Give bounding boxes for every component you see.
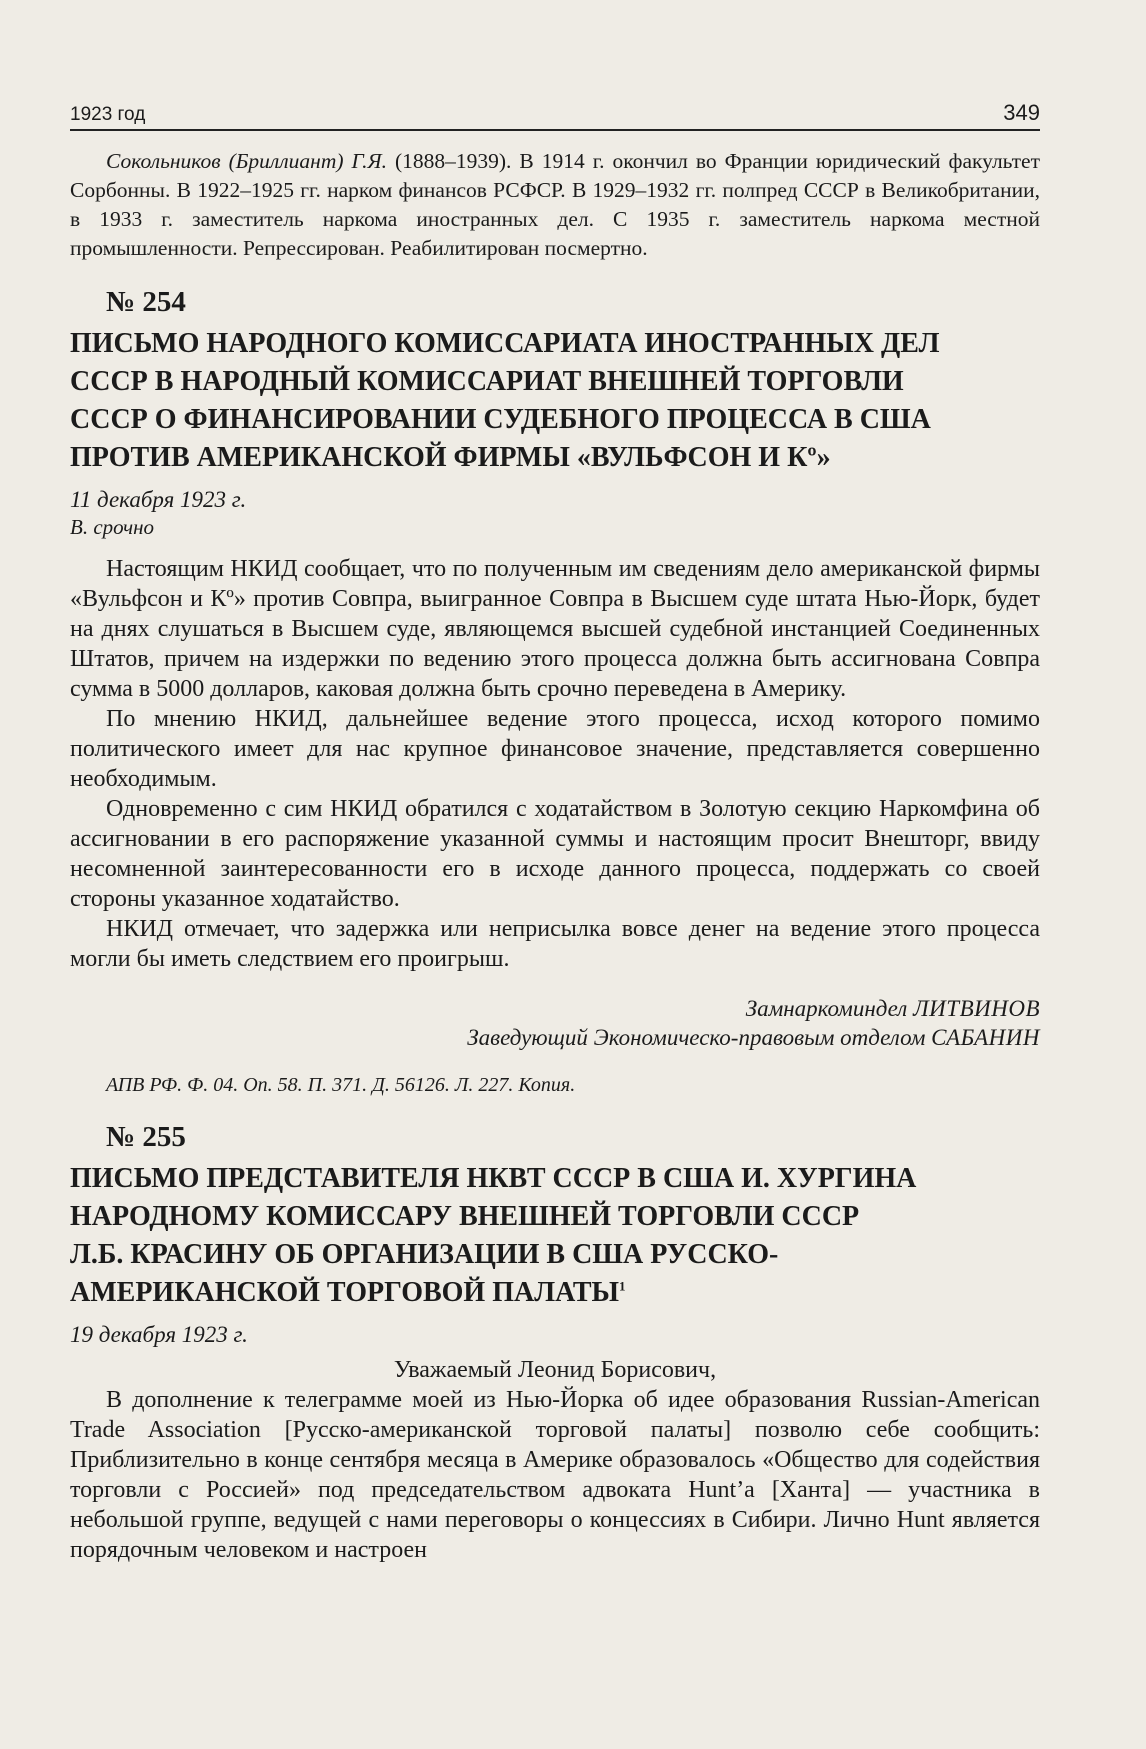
doc-254-paragraph: НКИД отмечает, что задержка или неприсылка вовсе денег на ведение этого процесса могли бы иметь следствием его проигрыш. <box>70 916 1040 972</box>
doc-255-title-text: АМЕРИКАНСКОЙ ТОРГОВОЙ ПАЛАТЫ <box>70 1277 620 1308</box>
page-number: 349 <box>1003 100 1040 125</box>
footnote-marker: 1 <box>619 1278 626 1294</box>
signature-sabanin <box>70 1023 1040 1052</box>
doc-255-title <box>70 1160 1040 1312</box>
doc-255-title-line: НАРОДНОМУ КОМИССАРУ ВНЕШНЕЙ ТОРГОВЛИ СССР <box>70 1201 860 1232</box>
signature-surname: САБАНИН <box>931 1025 1040 1050</box>
signature-position: Заведующий Экономическо-правовым отделом <box>467 1025 926 1050</box>
doc-254-title <box>70 325 1040 477</box>
doc-255-date: 19 декабря 1923 г. <box>70 1322 248 1347</box>
doc-254-paragraph: Одновременно с сим НКИД обратился с ходатайством в Золотую секцию Наркомфина об ассигновании в его распоряжение указанной суммы и настоящим просит Внешторг, ввиду несомненной заинтересованности его в исходе данного процесса, поддержать со своей стороны указанное ходатайство. <box>70 796 1040 912</box>
archive-reference: АПВ РФ. Ф. 04. Оп. 58. П. 371. Д. 56126. Л. 227. Копия. <box>106 1074 576 1096</box>
doc-254-paragraph: По мнению НКИД, дальнейшее ведение этого процесса, исход которого помимо политического имеет для нас крупное финансовое значение, представляется совершенно необходимым. <box>70 706 1040 792</box>
doc-255-paragraph: В дополнение к телеграмме моей из Нью-Йорка об идее образования Russian-American Trade Association [Русско-американской торговой палаты] позволю себе сообщить: Приблизительно в конце сентября месяца в Америке образовалось «Общество для содействия торговли с Россией» под председательством адвоката Hunt’а [Ханта] — участника в небольшой группе, ведущей с нами переговоры о концессиях в Сибири. Лично Hunt является порядочным человеком и настроен <box>70 1387 1040 1563</box>
biographical-note <box>70 147 1040 263</box>
signature-litvinov <box>70 994 1040 1023</box>
doc-255-number: № 255 <box>106 1121 186 1153</box>
doc-255-title-line: Л.Б. КРАСИНУ ОБ ОРГАНИЗАЦИИ В США РУССКО- <box>70 1239 779 1270</box>
doc-254-title-line: СССР В НАРОДНЫЙ КОМИССАРИАТ ВНЕШНЕЙ ТОРГОВЛИ <box>70 366 904 397</box>
doc-254-urgency: В. срочно <box>70 515 155 539</box>
doc-254-title-line: ПРОТИВ АМЕРИКАНСКОЙ ФИРМЫ «ВУЛЬФСОН И Кº» <box>70 442 831 473</box>
doc-254-title-line: СССР О ФИНАНСИРОВАНИИ СУДЕБНОГО ПРОЦЕССА В США <box>70 404 931 435</box>
running-header <box>70 100 1040 131</box>
signature-surname: ЛИТВИНОВ <box>913 996 1040 1021</box>
page-content <box>70 100 1040 1565</box>
header-year: 1923 год <box>70 104 146 125</box>
doc-255-title-line <box>70 1274 1040 1312</box>
doc-254-paragraph: Настоящим НКИД сообщает, что по полученным им сведениям дело американской фирмы «Вульфсон и Кº» против Совпра, выигранное Совпра в Высшем суде штата Нью-Йорк, будет на днях слушаться в Высшем суде, являющемся высшей судебной инстанцией Соединенных Штатов, причем на издержки по ведению этого процесса должна быть ассигнована Совпра сумма в 5000 долларов, каковая должна быть срочно переведена в Америку. <box>70 556 1040 702</box>
bio-text: (1888–1939). В 1914 г. окончил во Франции юридический факультет Сорбонны. В 1922–1925 гг. нарком финансов РСФСР. В 1929–1932 гг. полпред СССР в Великобритании, в 1933 г. заместитель наркома иностранных дел. С 1935 г. заместитель наркома местной промышленности. Репрессирован. Реабилитирован посмертно. <box>70 149 1040 260</box>
doc-255-title-line: ПИСЬМО ПРЕДСТАВИТЕЛЯ НКВТ СССР В США И. ХУРГИНА <box>70 1163 917 1194</box>
signature-position: Замнаркоминдел <box>745 996 908 1021</box>
doc-254-title-line: ПИСЬМО НАРОДНОГО КОМИССАРИАТА ИНОСТРАННЫХ ДЕЛ <box>70 328 940 359</box>
doc-255-salutation: Уважаемый Леонид Борисович, <box>393 1357 717 1383</box>
bio-name: Сокольников (Бриллиант) Г.Я. <box>106 149 387 173</box>
doc-254-number: № 254 <box>106 286 186 318</box>
doc-254-date: 11 декабря 1923 г. <box>70 487 247 512</box>
